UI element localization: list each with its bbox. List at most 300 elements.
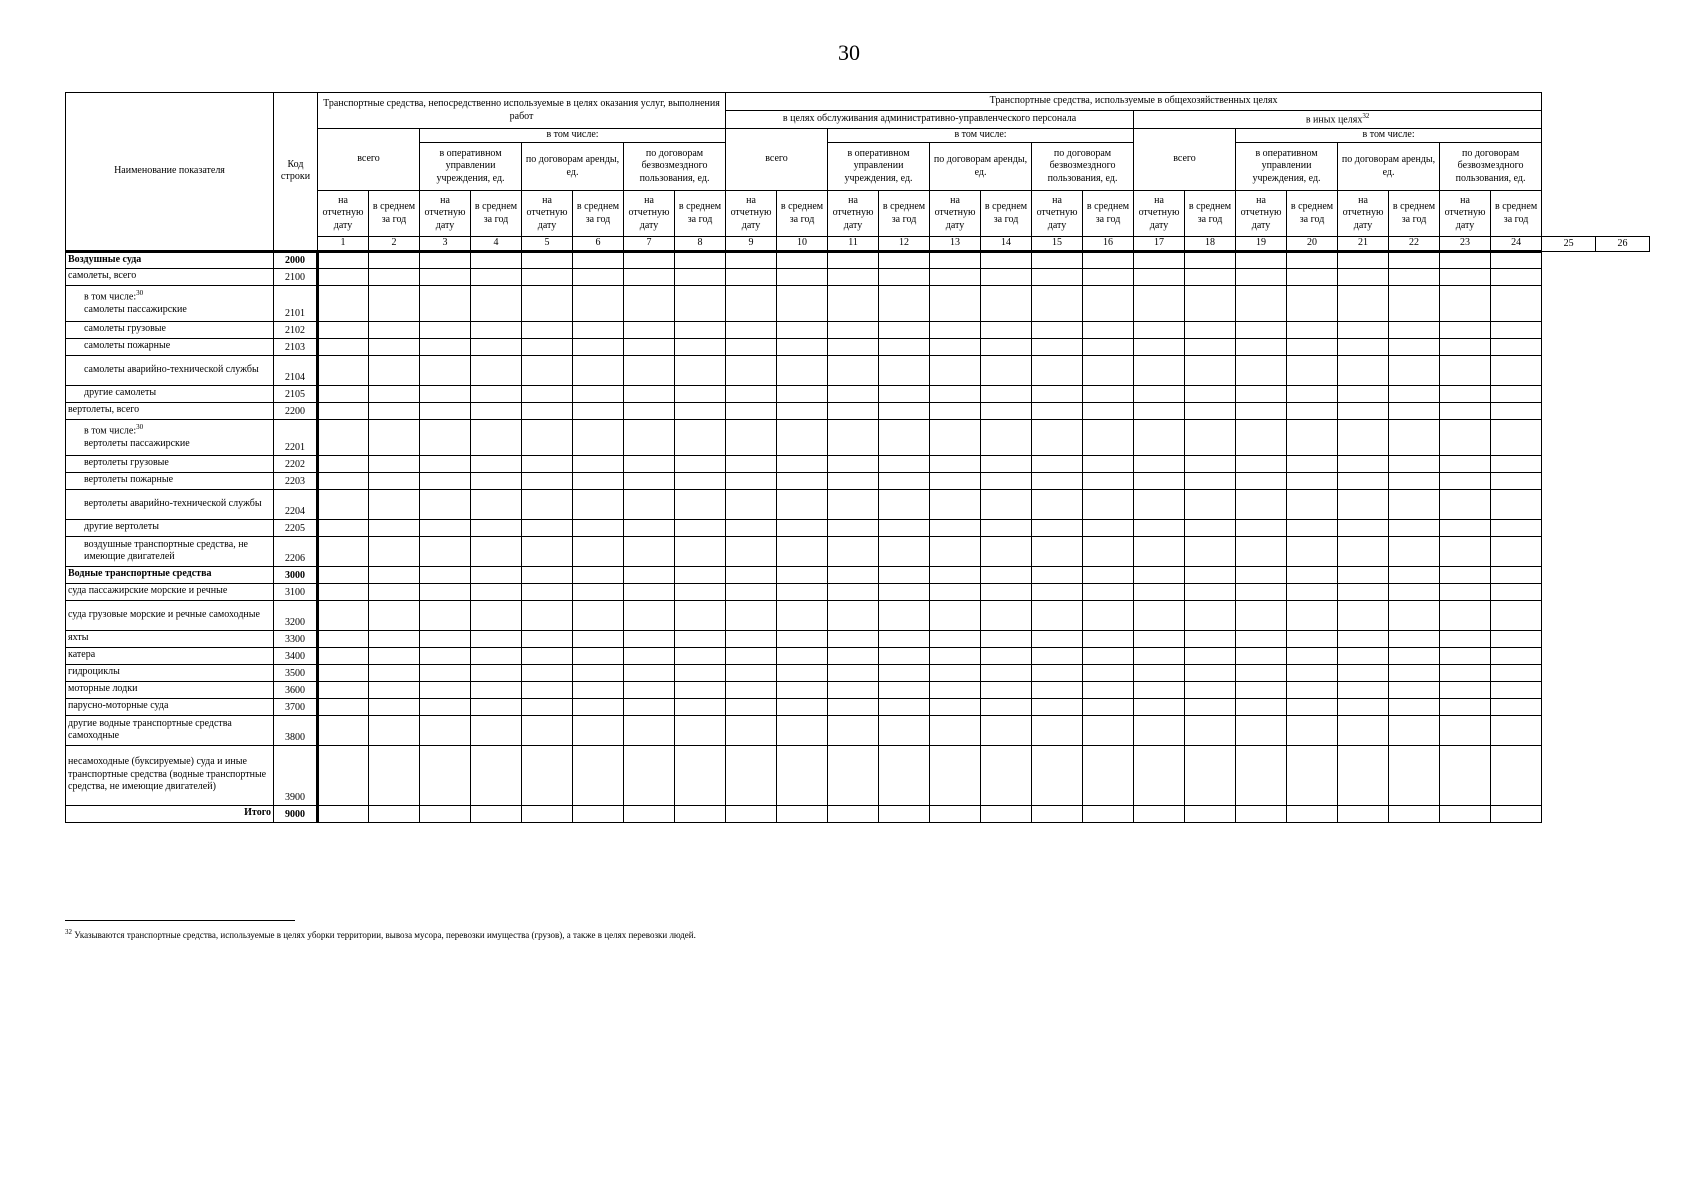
value-cell[interactable]	[369, 805, 420, 822]
value-cell[interactable]	[777, 419, 828, 455]
value-cell[interactable]	[1134, 251, 1185, 268]
value-cell[interactable]	[930, 455, 981, 472]
value-cell[interactable]	[624, 745, 675, 805]
value-cell[interactable]	[1389, 455, 1440, 472]
value-cell[interactable]	[1338, 472, 1389, 489]
value-cell[interactable]	[420, 805, 471, 822]
value-cell[interactable]	[1083, 745, 1134, 805]
value-cell[interactable]	[726, 419, 777, 455]
value-cell[interactable]	[1287, 472, 1338, 489]
value-cell[interactable]	[879, 455, 930, 472]
value-cell[interactable]	[828, 338, 879, 355]
value-cell[interactable]	[879, 681, 930, 698]
value-cell[interactable]	[879, 698, 930, 715]
value-cell[interactable]	[318, 600, 369, 630]
value-cell[interactable]	[828, 251, 879, 268]
value-cell[interactable]	[420, 472, 471, 489]
value-cell[interactable]	[1440, 385, 1491, 402]
value-cell[interactable]	[828, 419, 879, 455]
value-cell[interactable]	[369, 715, 420, 745]
value-cell[interactable]	[522, 519, 573, 536]
value-cell[interactable]	[1032, 489, 1083, 519]
value-cell[interactable]	[573, 472, 624, 489]
value-cell[interactable]	[1338, 630, 1389, 647]
value-cell[interactable]	[420, 583, 471, 600]
value-cell[interactable]	[420, 519, 471, 536]
value-cell[interactable]	[624, 355, 675, 385]
value-cell[interactable]	[981, 472, 1032, 489]
value-cell[interactable]	[1236, 455, 1287, 472]
value-cell[interactable]	[369, 268, 420, 285]
value-cell[interactable]	[573, 715, 624, 745]
value-cell[interactable]	[828, 268, 879, 285]
value-cell[interactable]	[879, 805, 930, 822]
value-cell[interactable]	[1236, 745, 1287, 805]
value-cell[interactable]	[624, 489, 675, 519]
value-cell[interactable]	[1389, 519, 1440, 536]
value-cell[interactable]	[369, 385, 420, 402]
value-cell[interactable]	[1185, 698, 1236, 715]
value-cell[interactable]	[471, 285, 522, 321]
value-cell[interactable]	[675, 745, 726, 805]
value-cell[interactable]	[675, 455, 726, 472]
value-cell[interactable]	[624, 536, 675, 566]
value-cell[interactable]	[879, 583, 930, 600]
value-cell[interactable]	[1287, 489, 1338, 519]
value-cell[interactable]	[1440, 664, 1491, 681]
value-cell[interactable]	[1338, 489, 1389, 519]
value-cell[interactable]	[1440, 715, 1491, 745]
value-cell[interactable]	[369, 600, 420, 630]
value-cell[interactable]	[1440, 402, 1491, 419]
value-cell[interactable]	[726, 715, 777, 745]
value-cell[interactable]	[318, 630, 369, 647]
value-cell[interactable]	[369, 630, 420, 647]
value-cell[interactable]	[930, 385, 981, 402]
value-cell[interactable]	[318, 664, 369, 681]
value-cell[interactable]	[1440, 355, 1491, 385]
value-cell[interactable]	[1236, 600, 1287, 630]
value-cell[interactable]	[981, 566, 1032, 583]
value-cell[interactable]	[930, 715, 981, 745]
value-cell[interactable]	[675, 583, 726, 600]
value-cell[interactable]	[471, 630, 522, 647]
value-cell[interactable]	[1287, 805, 1338, 822]
value-cell[interactable]	[828, 647, 879, 664]
value-cell[interactable]	[777, 630, 828, 647]
value-cell[interactable]	[930, 402, 981, 419]
value-cell[interactable]	[1287, 681, 1338, 698]
value-cell[interactable]	[420, 251, 471, 268]
value-cell[interactable]	[1134, 338, 1185, 355]
value-cell[interactable]	[1185, 251, 1236, 268]
value-cell[interactable]	[675, 285, 726, 321]
value-cell[interactable]	[981, 402, 1032, 419]
value-cell[interactable]	[471, 472, 522, 489]
value-cell[interactable]	[981, 698, 1032, 715]
value-cell[interactable]	[522, 251, 573, 268]
value-cell[interactable]	[1134, 681, 1185, 698]
value-cell[interactable]	[522, 472, 573, 489]
value-cell[interactable]	[1134, 698, 1185, 715]
value-cell[interactable]	[369, 355, 420, 385]
value-cell[interactable]	[726, 583, 777, 600]
value-cell[interactable]	[1134, 489, 1185, 519]
value-cell[interactable]	[1440, 745, 1491, 805]
value-cell[interactable]	[930, 472, 981, 489]
value-cell[interactable]	[930, 321, 981, 338]
value-cell[interactable]	[471, 355, 522, 385]
value-cell[interactable]	[1440, 419, 1491, 455]
value-cell[interactable]	[573, 268, 624, 285]
value-cell[interactable]	[1083, 698, 1134, 715]
value-cell[interactable]	[1236, 715, 1287, 745]
value-cell[interactable]	[318, 402, 369, 419]
value-cell[interactable]	[522, 647, 573, 664]
value-cell[interactable]	[828, 402, 879, 419]
value-cell[interactable]	[1491, 285, 1542, 321]
value-cell[interactable]	[1491, 681, 1542, 698]
value-cell[interactable]	[1032, 715, 1083, 745]
value-cell[interactable]	[471, 536, 522, 566]
value-cell[interactable]	[420, 338, 471, 355]
value-cell[interactable]	[1236, 536, 1287, 566]
value-cell[interactable]	[1338, 745, 1389, 805]
value-cell[interactable]	[1389, 566, 1440, 583]
value-cell[interactable]	[879, 285, 930, 321]
value-cell[interactable]	[1083, 472, 1134, 489]
value-cell[interactable]	[624, 338, 675, 355]
value-cell[interactable]	[1083, 489, 1134, 519]
value-cell[interactable]	[726, 566, 777, 583]
value-cell[interactable]	[318, 338, 369, 355]
value-cell[interactable]	[828, 630, 879, 647]
value-cell[interactable]	[1185, 566, 1236, 583]
value-cell[interactable]	[777, 698, 828, 715]
value-cell[interactable]	[573, 321, 624, 338]
value-cell[interactable]	[624, 600, 675, 630]
value-cell[interactable]	[1032, 402, 1083, 419]
value-cell[interactable]	[1134, 536, 1185, 566]
value-cell[interactable]	[777, 745, 828, 805]
value-cell[interactable]	[1236, 681, 1287, 698]
value-cell[interactable]	[1083, 647, 1134, 664]
value-cell[interactable]	[1440, 321, 1491, 338]
value-cell[interactable]	[777, 566, 828, 583]
value-cell[interactable]	[981, 489, 1032, 519]
value-cell[interactable]	[1389, 630, 1440, 647]
value-cell[interactable]	[726, 647, 777, 664]
value-cell[interactable]	[420, 402, 471, 419]
value-cell[interactable]	[471, 419, 522, 455]
value-cell[interactable]	[1236, 338, 1287, 355]
value-cell[interactable]	[573, 805, 624, 822]
value-cell[interactable]	[318, 355, 369, 385]
value-cell[interactable]	[573, 251, 624, 268]
value-cell[interactable]	[879, 268, 930, 285]
value-cell[interactable]	[369, 419, 420, 455]
value-cell[interactable]	[1134, 285, 1185, 321]
value-cell[interactable]	[624, 664, 675, 681]
value-cell[interactable]	[1389, 805, 1440, 822]
value-cell[interactable]	[726, 489, 777, 519]
value-cell[interactable]	[1134, 630, 1185, 647]
value-cell[interactable]	[777, 600, 828, 630]
value-cell[interactable]	[1287, 600, 1338, 630]
value-cell[interactable]	[318, 715, 369, 745]
value-cell[interactable]	[1491, 600, 1542, 630]
value-cell[interactable]	[930, 566, 981, 583]
value-cell[interactable]	[828, 698, 879, 715]
value-cell[interactable]	[522, 536, 573, 566]
value-cell[interactable]	[1134, 566, 1185, 583]
value-cell[interactable]	[1440, 600, 1491, 630]
value-cell[interactable]	[420, 455, 471, 472]
value-cell[interactable]	[1338, 385, 1389, 402]
value-cell[interactable]	[1083, 664, 1134, 681]
value-cell[interactable]	[828, 489, 879, 519]
value-cell[interactable]	[930, 338, 981, 355]
value-cell[interactable]	[471, 805, 522, 822]
value-cell[interactable]	[471, 681, 522, 698]
value-cell[interactable]	[1032, 745, 1083, 805]
value-cell[interactable]	[879, 419, 930, 455]
value-cell[interactable]	[1236, 519, 1287, 536]
value-cell[interactable]	[726, 600, 777, 630]
value-cell[interactable]	[1287, 519, 1338, 536]
value-cell[interactable]	[981, 745, 1032, 805]
value-cell[interactable]	[1032, 536, 1083, 566]
value-cell[interactable]	[1389, 715, 1440, 745]
value-cell[interactable]	[1134, 583, 1185, 600]
value-cell[interactable]	[1440, 681, 1491, 698]
value-cell[interactable]	[1287, 536, 1338, 566]
value-cell[interactable]	[930, 745, 981, 805]
value-cell[interactable]	[1083, 285, 1134, 321]
value-cell[interactable]	[1032, 566, 1083, 583]
value-cell[interactable]	[726, 385, 777, 402]
value-cell[interactable]	[879, 355, 930, 385]
value-cell[interactable]	[777, 251, 828, 268]
value-cell[interactable]	[1338, 402, 1389, 419]
value-cell[interactable]	[369, 698, 420, 715]
value-cell[interactable]	[471, 647, 522, 664]
value-cell[interactable]	[1134, 402, 1185, 419]
value-cell[interactable]	[471, 338, 522, 355]
value-cell[interactable]	[828, 519, 879, 536]
value-cell[interactable]	[1287, 355, 1338, 385]
value-cell[interactable]	[1032, 630, 1083, 647]
value-cell[interactable]	[420, 664, 471, 681]
value-cell[interactable]	[1185, 402, 1236, 419]
value-cell[interactable]	[522, 321, 573, 338]
value-cell[interactable]	[981, 455, 1032, 472]
value-cell[interactable]	[573, 455, 624, 472]
value-cell[interactable]	[828, 566, 879, 583]
value-cell[interactable]	[624, 647, 675, 664]
value-cell[interactable]	[1185, 536, 1236, 566]
value-cell[interactable]	[1491, 664, 1542, 681]
value-cell[interactable]	[573, 630, 624, 647]
value-cell[interactable]	[1491, 715, 1542, 745]
value-cell[interactable]	[1287, 385, 1338, 402]
value-cell[interactable]	[1287, 321, 1338, 338]
value-cell[interactable]	[981, 600, 1032, 630]
value-cell[interactable]	[1134, 600, 1185, 630]
value-cell[interactable]	[675, 681, 726, 698]
value-cell[interactable]	[1338, 647, 1389, 664]
value-cell[interactable]	[1236, 489, 1287, 519]
value-cell[interactable]	[1491, 630, 1542, 647]
value-cell[interactable]	[420, 647, 471, 664]
value-cell[interactable]	[318, 805, 369, 822]
value-cell[interactable]	[981, 805, 1032, 822]
value-cell[interactable]	[1134, 321, 1185, 338]
value-cell[interactable]	[981, 285, 1032, 321]
value-cell[interactable]	[879, 600, 930, 630]
value-cell[interactable]	[420, 419, 471, 455]
value-cell[interactable]	[930, 355, 981, 385]
value-cell[interactable]	[879, 251, 930, 268]
value-cell[interactable]	[930, 664, 981, 681]
value-cell[interactable]	[1083, 321, 1134, 338]
value-cell[interactable]	[1491, 251, 1542, 268]
value-cell[interactable]	[1032, 355, 1083, 385]
value-cell[interactable]	[522, 583, 573, 600]
value-cell[interactable]	[675, 268, 726, 285]
value-cell[interactable]	[1338, 251, 1389, 268]
value-cell[interactable]	[471, 745, 522, 805]
value-cell[interactable]	[573, 419, 624, 455]
value-cell[interactable]	[1287, 566, 1338, 583]
value-cell[interactable]	[573, 583, 624, 600]
value-cell[interactable]	[369, 338, 420, 355]
value-cell[interactable]	[828, 583, 879, 600]
value-cell[interactable]	[1134, 419, 1185, 455]
value-cell[interactable]	[624, 715, 675, 745]
value-cell[interactable]	[471, 321, 522, 338]
value-cell[interactable]	[318, 536, 369, 566]
value-cell[interactable]	[1287, 647, 1338, 664]
value-cell[interactable]	[1134, 805, 1185, 822]
value-cell[interactable]	[879, 715, 930, 745]
value-cell[interactable]	[675, 630, 726, 647]
value-cell[interactable]	[930, 681, 981, 698]
value-cell[interactable]	[1491, 268, 1542, 285]
value-cell[interactable]	[777, 285, 828, 321]
value-cell[interactable]	[828, 715, 879, 745]
value-cell[interactable]	[777, 355, 828, 385]
value-cell[interactable]	[420, 681, 471, 698]
value-cell[interactable]	[981, 715, 1032, 745]
value-cell[interactable]	[1236, 251, 1287, 268]
value-cell[interactable]	[1338, 455, 1389, 472]
value-cell[interactable]	[369, 647, 420, 664]
value-cell[interactable]	[369, 321, 420, 338]
value-cell[interactable]	[675, 600, 726, 630]
value-cell[interactable]	[930, 647, 981, 664]
value-cell[interactable]	[1338, 321, 1389, 338]
value-cell[interactable]	[981, 664, 1032, 681]
value-cell[interactable]	[828, 681, 879, 698]
value-cell[interactable]	[1491, 321, 1542, 338]
value-cell[interactable]	[777, 472, 828, 489]
value-cell[interactable]	[420, 385, 471, 402]
value-cell[interactable]	[726, 338, 777, 355]
value-cell[interactable]	[828, 472, 879, 489]
value-cell[interactable]	[624, 321, 675, 338]
value-cell[interactable]	[726, 355, 777, 385]
value-cell[interactable]	[1185, 419, 1236, 455]
value-cell[interactable]	[624, 583, 675, 600]
value-cell[interactable]	[471, 489, 522, 519]
value-cell[interactable]	[1083, 419, 1134, 455]
value-cell[interactable]	[1491, 489, 1542, 519]
value-cell[interactable]	[777, 715, 828, 745]
value-cell[interactable]	[1389, 698, 1440, 715]
value-cell[interactable]	[1083, 600, 1134, 630]
value-cell[interactable]	[369, 681, 420, 698]
value-cell[interactable]	[1032, 268, 1083, 285]
value-cell[interactable]	[318, 251, 369, 268]
value-cell[interactable]	[777, 385, 828, 402]
value-cell[interactable]	[930, 251, 981, 268]
value-cell[interactable]	[1032, 805, 1083, 822]
value-cell[interactable]	[981, 681, 1032, 698]
value-cell[interactable]	[1083, 536, 1134, 566]
value-cell[interactable]	[573, 566, 624, 583]
value-cell[interactable]	[1440, 519, 1491, 536]
value-cell[interactable]	[369, 251, 420, 268]
value-cell[interactable]	[522, 338, 573, 355]
value-cell[interactable]	[1389, 583, 1440, 600]
value-cell[interactable]	[879, 472, 930, 489]
value-cell[interactable]	[675, 321, 726, 338]
value-cell[interactable]	[471, 698, 522, 715]
value-cell[interactable]	[624, 385, 675, 402]
value-cell[interactable]	[1389, 600, 1440, 630]
value-cell[interactable]	[981, 519, 1032, 536]
value-cell[interactable]	[726, 664, 777, 681]
value-cell[interactable]	[1389, 664, 1440, 681]
value-cell[interactable]	[879, 402, 930, 419]
value-cell[interactable]	[675, 402, 726, 419]
value-cell[interactable]	[1389, 681, 1440, 698]
value-cell[interactable]	[777, 536, 828, 566]
value-cell[interactable]	[1185, 600, 1236, 630]
value-cell[interactable]	[1134, 647, 1185, 664]
value-cell[interactable]	[318, 321, 369, 338]
value-cell[interactable]	[1032, 321, 1083, 338]
value-cell[interactable]	[318, 385, 369, 402]
value-cell[interactable]	[879, 536, 930, 566]
value-cell[interactable]	[726, 745, 777, 805]
value-cell[interactable]	[1032, 419, 1083, 455]
value-cell[interactable]	[828, 321, 879, 338]
value-cell[interactable]	[879, 385, 930, 402]
value-cell[interactable]	[981, 419, 1032, 455]
value-cell[interactable]	[573, 664, 624, 681]
value-cell[interactable]	[573, 355, 624, 385]
value-cell[interactable]	[726, 402, 777, 419]
value-cell[interactable]	[675, 338, 726, 355]
value-cell[interactable]	[1236, 472, 1287, 489]
value-cell[interactable]	[1236, 419, 1287, 455]
value-cell[interactable]	[1440, 566, 1491, 583]
value-cell[interactable]	[777, 402, 828, 419]
value-cell[interactable]	[1287, 455, 1338, 472]
value-cell[interactable]	[420, 285, 471, 321]
